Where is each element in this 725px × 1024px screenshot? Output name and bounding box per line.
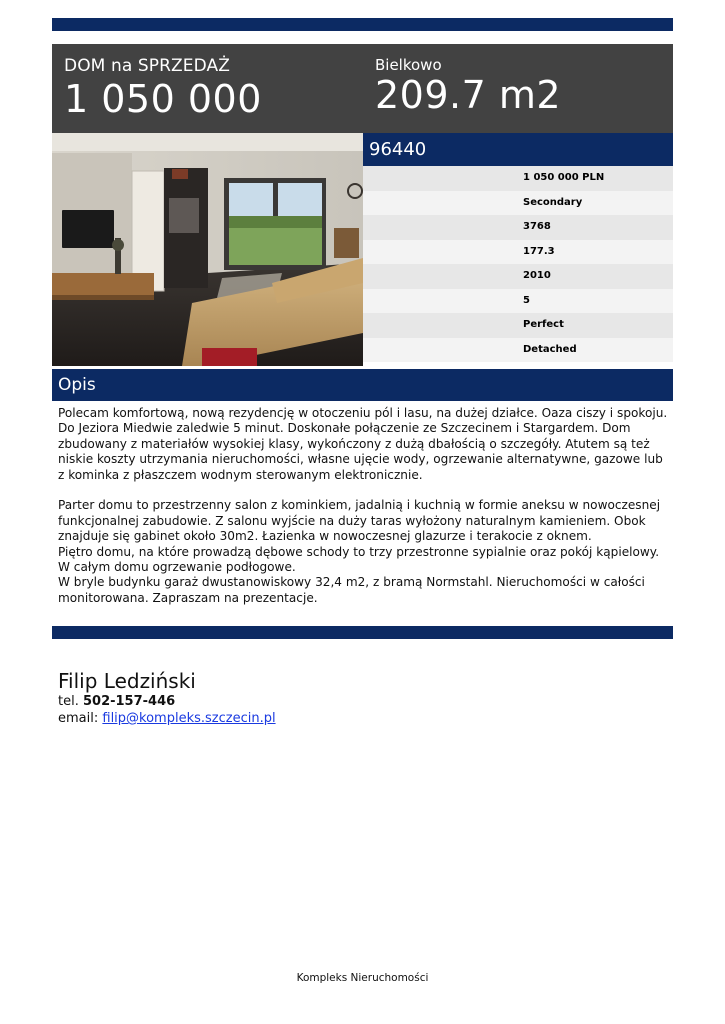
detail-value: 177.3: [523, 245, 555, 257]
detail-row-plot: [363, 215, 673, 240]
email-label: email:: [58, 711, 99, 726]
agent-name: Filip Ledziński: [58, 669, 196, 693]
agent-phone-line: [58, 693, 458, 710]
hero-right: [375, 56, 665, 116]
detail-row-building-type: [363, 338, 673, 363]
tv-cabinet: [52, 273, 154, 295]
agent-email-line: [58, 710, 458, 727]
detail-row-market: [363, 191, 673, 216]
description-paragraph-2: Parter domu to przestrzenny salon z kominkiem, jadalnią i kuchnią w formie aneksu w nowoczesnej funkcjonalnej zabudowie. Z salonu wyjście na duży taras wyłożony naturalnym kamieniem. Obok znajduje się gabinet około 30m2. Łazienka w nowoczesnej glazurze i terakocie z oknem. Piętro domu, na które prowadzą dębowe schody to trzy przestronne sypialnie oraz pokój kąpielowy. W całym domu ogrzewanie podłogowe. W bryle budynku garaż dwustanowiskowy 32,4 m2, z bramą Normstahl. Nieruchomości w całości monitorowana. Zapraszam na prezentacje.: [58, 498, 661, 605]
ceiling: [52, 133, 363, 151]
detail-value: Secondary: [523, 196, 583, 208]
fireplace-vent: [172, 169, 188, 179]
agent-contact: [58, 669, 458, 727]
property-photo: [52, 133, 363, 366]
listing-details-table: [363, 166, 673, 366]
agent-email-link[interactable]: filip@kompleks.szczecin.pl: [102, 711, 276, 726]
listing-description: [58, 406, 670, 622]
detail-value: 5: [523, 294, 530, 306]
detail-value: Detached: [523, 343, 577, 355]
detail-row-year: [363, 264, 673, 289]
detail-row-price: [363, 166, 673, 191]
listing-id: 96440: [363, 133, 673, 166]
red-rug: [202, 348, 257, 366]
footer-company: Kompleks Nieruchomości: [296, 972, 429, 984]
top-accent-bar: [52, 18, 673, 31]
side-table: [334, 228, 359, 258]
television: [62, 210, 114, 248]
detail-row-rooms: [363, 289, 673, 314]
detail-row-usable-area: [363, 240, 673, 265]
detail-row-condition: [363, 313, 673, 338]
detail-value: 2010: [523, 270, 551, 281]
fireplace-glass: [169, 198, 199, 233]
plant: [112, 239, 124, 251]
description-heading: Opis: [52, 369, 673, 401]
detail-value: 3768: [523, 221, 551, 232]
bottom-accent-bar: [52, 626, 673, 639]
listing-type: DOM na SPRZEDAŻ: [64, 56, 230, 76]
description-paragraph-1: Polecam komfortową, nową rezydencję w otoczeniu pól i lasu, na dużej działce. Oaza ciszy i spokoju. Do Jeziora Miedwie zaledwie 5 minut. Doskonałe połączenie ze Szczecinem i Stargardem. Dom zbudowany z materiałów wysokiej klasy, wykończony z dużą dbałością o szczegóły. Atutem są też niskie koszty utrzymania nieruchomości, własne ujęcie wody, ogrzewanie alternatywne, gazowe lub z kominka z płaszczem wodnym sterowanym elektronicznie.: [58, 406, 668, 482]
agent-phone[interactable]: 502-157-446: [82, 694, 176, 709]
listing-location: Bielkowo: [375, 56, 442, 74]
garden-view: [229, 228, 322, 265]
phone-label: tel.: [58, 694, 79, 709]
detail-value: 1 050 000 PLN: [523, 172, 605, 183]
hero-left: [64, 56, 354, 120]
detail-value: Perfect: [523, 319, 564, 330]
listing-hero: [52, 44, 673, 133]
tree-line: [229, 216, 322, 228]
tv-cabinet-base: [52, 295, 154, 300]
listing-area: 209.7 m2: [375, 73, 562, 117]
living-room-photo: [52, 133, 363, 366]
listing-price: 1 050 000: [64, 77, 262, 121]
